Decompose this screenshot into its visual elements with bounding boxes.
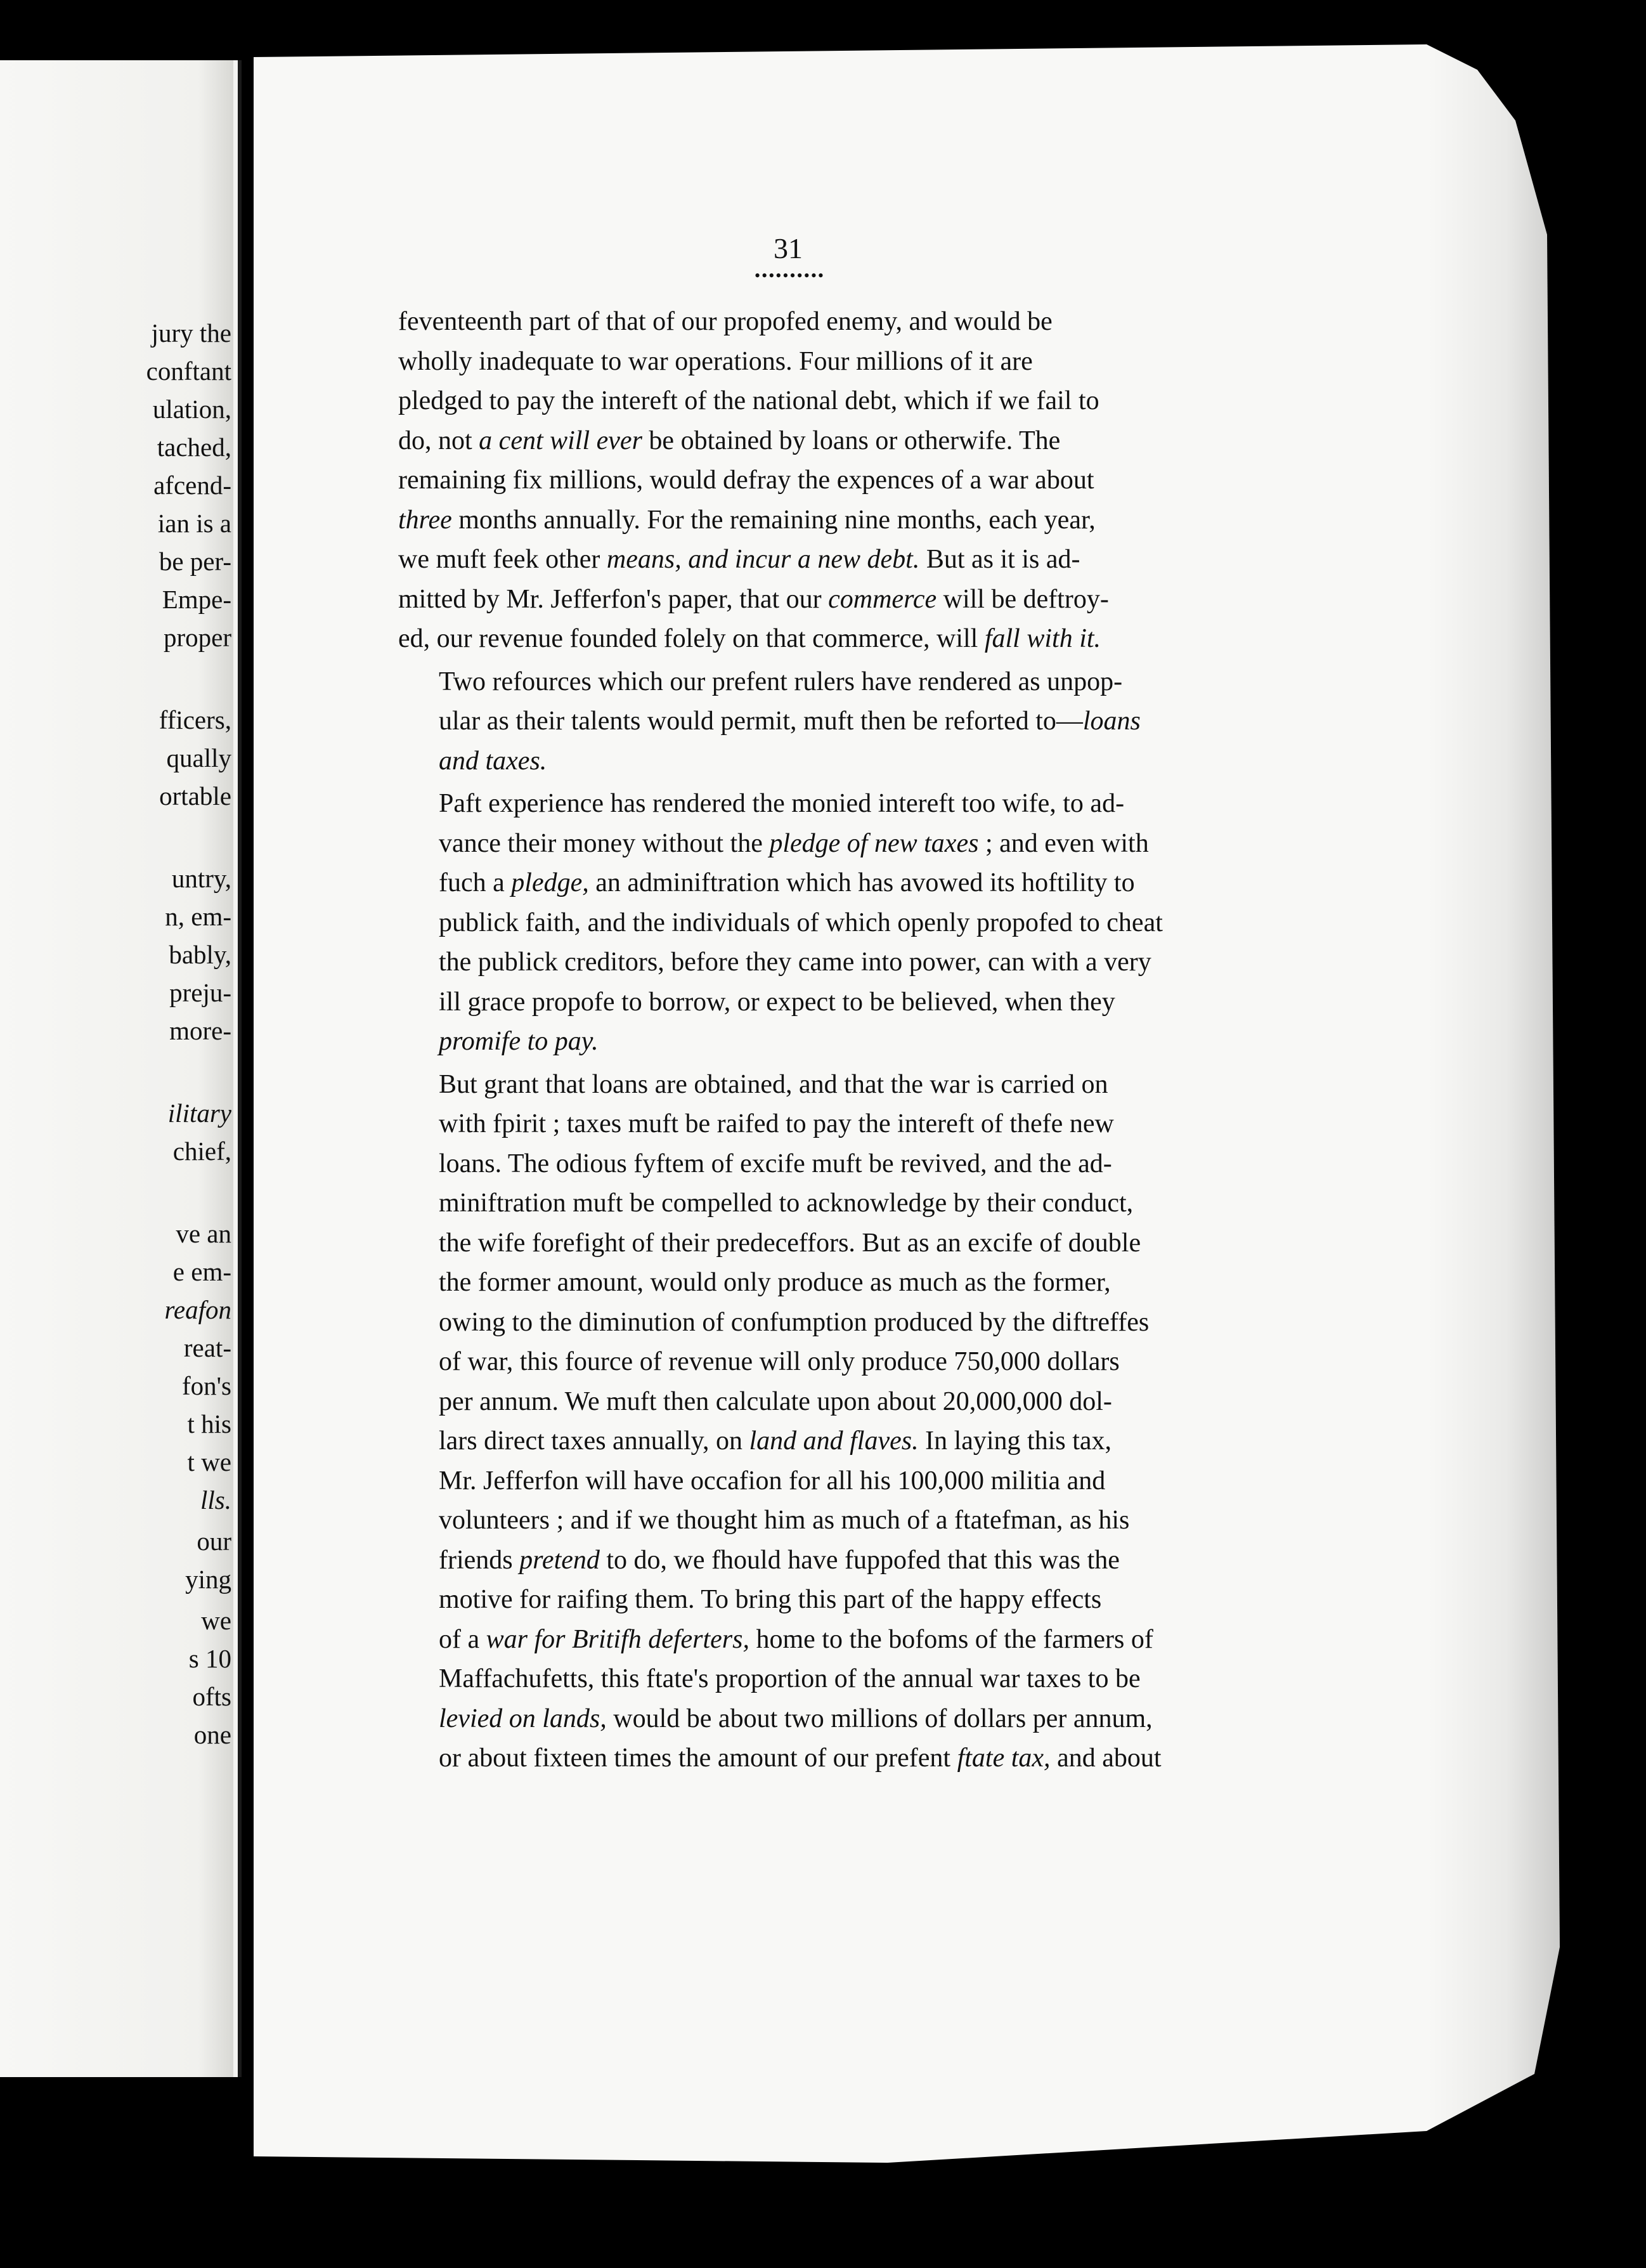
text-run: mitted by Mr. Jefferfon's paper, that our bbox=[398, 584, 829, 614]
italic-text: promife to pay. bbox=[439, 1027, 599, 1056]
left-page-line: more- bbox=[169, 1016, 231, 1045]
text-run: remaining fix millions, would defray the expences of a war about bbox=[398, 466, 1094, 495]
text-line bbox=[398, 1699, 1248, 1739]
italic-text: levied on lands, bbox=[439, 1704, 607, 1733]
text-run: Two refources which our prefent rulers have rendered as unpop- bbox=[439, 667, 1123, 696]
page-number: 31 bbox=[774, 232, 803, 264]
text-run: ed, our revenue founded folely on that commerce, will bbox=[398, 624, 985, 653]
text-run: Paft experience has rendered the monied intereft too wife, to ad- bbox=[439, 789, 1125, 818]
text-line bbox=[398, 741, 1248, 781]
text-run: with fpirit ; taxes muft be raifed to pay the intereft of thefe new bbox=[439, 1109, 1114, 1138]
left-page-line: preju- bbox=[169, 978, 231, 1007]
italic-text: pledge of new taxes bbox=[769, 828, 979, 858]
text-line bbox=[398, 1461, 1248, 1501]
text-line bbox=[398, 1620, 1248, 1660]
paragraph bbox=[398, 662, 1248, 781]
left-page-line: t we bbox=[187, 1447, 231, 1476]
italic-text: means, and incur a new debt. bbox=[606, 545, 920, 574]
text-run: months annually. For the remaining nine months, each year, bbox=[451, 505, 1096, 535]
left-page-line: one bbox=[193, 1720, 231, 1749]
ornament-dots: •••••••••• bbox=[755, 266, 826, 285]
text-run: motive for raifing them. To bring this part of the happy effects bbox=[439, 1585, 1102, 1614]
text-line bbox=[398, 903, 1248, 943]
text-run: publick faith, and the individuals of which openly propofed to cheat bbox=[439, 908, 1163, 937]
text-line bbox=[398, 1342, 1248, 1382]
text-run: and about bbox=[1050, 1743, 1162, 1773]
text-line bbox=[398, 619, 1248, 659]
text-line bbox=[398, 1144, 1248, 1184]
paragraph bbox=[398, 302, 1248, 659]
text-line bbox=[398, 1183, 1248, 1223]
text-line bbox=[398, 580, 1248, 620]
left-page-line: jury the bbox=[151, 318, 231, 348]
text-run: home to the bofoms of the farmers of bbox=[749, 1624, 1153, 1654]
text-line bbox=[398, 302, 1248, 342]
text-line bbox=[398, 1104, 1248, 1144]
italic-text: fall with it. bbox=[984, 624, 1101, 653]
left-page-line: t his bbox=[187, 1409, 231, 1438]
left-page-line: tached, bbox=[157, 433, 231, 462]
text-run: will be deftroy- bbox=[936, 584, 1109, 614]
text-run: vance their money without the bbox=[439, 828, 770, 858]
text-line bbox=[398, 500, 1248, 540]
left-page-line: ve an bbox=[176, 1219, 231, 1248]
text-line bbox=[398, 863, 1248, 903]
italic-text: land and flaves. bbox=[749, 1426, 919, 1456]
italic-text: three bbox=[398, 505, 452, 535]
text-line bbox=[398, 982, 1248, 1022]
left-page bbox=[0, 60, 242, 2077]
italic-text: and taxes. bbox=[439, 746, 547, 776]
text-line bbox=[398, 421, 1248, 461]
text-run: miniftration muft be compelled to acknowledge by their conduct, bbox=[439, 1189, 1134, 1218]
text-run: loans. The odious fyftem of excife muft be revived, and the ad- bbox=[439, 1149, 1112, 1178]
text-run: fuch a bbox=[439, 868, 512, 897]
left-page-line: we bbox=[201, 1606, 231, 1635]
left-page-line: fficers, bbox=[159, 705, 231, 734]
text-line bbox=[398, 1022, 1248, 1062]
text-run: But as it is ad- bbox=[919, 545, 1080, 574]
left-page-line: ian is a bbox=[157, 509, 231, 538]
text-run: the wife forefight of their predeceffors. But as an excife of double bbox=[439, 1228, 1141, 1258]
left-page-line: ulation, bbox=[152, 394, 231, 424]
text-line bbox=[398, 1263, 1248, 1303]
text-run: volunteers ; and if we thought him as much of a ftatefman, as his bbox=[439, 1506, 1130, 1535]
left-page-line: Empe- bbox=[162, 585, 231, 614]
text-line bbox=[398, 701, 1248, 741]
text-run: But grant that loans are obtained, and that the war is carried on bbox=[439, 1069, 1108, 1099]
text-line bbox=[398, 1065, 1248, 1105]
italic-text: pledge, bbox=[511, 868, 589, 897]
text-line bbox=[398, 1421, 1248, 1461]
text-line bbox=[398, 460, 1248, 500]
left-page-line: ofts bbox=[192, 1682, 231, 1711]
text-run: per annum. We muft then calculate upon about 20,000,000 dol- bbox=[439, 1386, 1112, 1416]
text-line bbox=[398, 784, 1248, 824]
left-page-line: ying bbox=[185, 1565, 231, 1594]
text-run: an adminiftration which has avowed its hoftility to bbox=[588, 868, 1135, 897]
text-run: we muft feek other bbox=[398, 545, 607, 574]
text-run: the former amount, would only produce as much as the former, bbox=[439, 1268, 1111, 1297]
left-page-line: n, em- bbox=[165, 902, 231, 931]
text-run: the publick creditors, before they came into power, can with a very bbox=[439, 948, 1151, 977]
text-run: do, not bbox=[398, 426, 479, 455]
left-page-line: untry, bbox=[171, 864, 231, 893]
left-page-line: reat- bbox=[183, 1333, 231, 1362]
paragraph bbox=[398, 1065, 1248, 1778]
text-run: wholly inadequate to war operations. Four millions of it are bbox=[398, 346, 1033, 376]
left-page-line: be per- bbox=[159, 547, 231, 576]
text-line bbox=[398, 942, 1248, 982]
text-run: lars direct taxes annually, on bbox=[439, 1426, 749, 1456]
left-page-line: s 10 bbox=[188, 1644, 231, 1673]
italic-text: loans bbox=[1082, 707, 1141, 736]
left-page-line: conftant bbox=[146, 356, 231, 386]
text-line bbox=[398, 1382, 1248, 1422]
italic-text: ftate tax, bbox=[957, 1743, 1051, 1773]
text-line bbox=[398, 1303, 1248, 1343]
text-run: In laying this tax, bbox=[918, 1426, 1112, 1456]
text-line bbox=[398, 1659, 1248, 1699]
text-run: of a bbox=[439, 1624, 486, 1654]
text-run: to do, we fhould have fuppofed that this was the bbox=[599, 1545, 1120, 1575]
left-page-line: chief, bbox=[172, 1137, 231, 1166]
left-page-line: ortable bbox=[159, 781, 231, 811]
text-run: would be about two millions of dollars per annum, bbox=[606, 1704, 1153, 1733]
text-line bbox=[398, 381, 1248, 421]
text-run: ill grace propofe to borrow, or expect to be believed, when they bbox=[439, 987, 1115, 1017]
italic-text: a cent will ever bbox=[479, 426, 642, 455]
text-line bbox=[398, 1501, 1248, 1541]
left-page-line: fon's bbox=[182, 1371, 231, 1400]
text-run: ular as their talents would permit, muft then be reforted to— bbox=[439, 707, 1083, 736]
text-run: or about fixteen times the amount of our prefent bbox=[439, 1743, 957, 1773]
text-line bbox=[398, 1738, 1248, 1778]
text-line bbox=[398, 1541, 1248, 1580]
left-page-line: qually bbox=[166, 743, 231, 772]
text-line bbox=[398, 540, 1248, 580]
page-body-text bbox=[398, 302, 1248, 1778]
italic-text: pretend bbox=[519, 1545, 600, 1575]
text-line bbox=[398, 342, 1248, 382]
italic-text: war for Britifh deferters, bbox=[486, 1624, 749, 1654]
text-run: Mr. Jefferfon will have occafion for all his 100,000 militia and bbox=[439, 1466, 1106, 1496]
left-page-line: ilitary bbox=[167, 1098, 231, 1128]
text-run: Maffachufetts, this ftate's proportion of the annual war taxes to be bbox=[439, 1664, 1141, 1693]
paragraph bbox=[398, 784, 1248, 1062]
text-line bbox=[398, 1223, 1248, 1263]
text-run: feventeenth part of that of our propofed enemy, and would be bbox=[398, 307, 1053, 336]
text-run: of war, this fource of revenue will only produce 750,000 dollars bbox=[439, 1347, 1120, 1376]
left-page-line: proper bbox=[163, 623, 231, 652]
text-line bbox=[398, 824, 1248, 864]
text-run: friends bbox=[439, 1545, 520, 1575]
text-run: be obtained by loans or otherwife. The bbox=[642, 426, 1061, 455]
left-page-line: afcend- bbox=[153, 471, 231, 500]
text-line bbox=[398, 1580, 1248, 1620]
text-run: owing to the diminution of confumption produced by the diftreffes bbox=[439, 1307, 1150, 1337]
left-page-line: lls. bbox=[200, 1485, 231, 1515]
page-curl-shadow bbox=[1427, 44, 1560, 2163]
left-page-line: bably, bbox=[169, 940, 231, 969]
left-page-line: our bbox=[197, 1527, 231, 1556]
italic-text: commerce bbox=[828, 584, 937, 614]
text-run: ; and even with bbox=[978, 828, 1149, 858]
left-page-line: reafon bbox=[164, 1295, 231, 1324]
left-page-line: e em- bbox=[172, 1257, 231, 1286]
text-run: pledged to pay the intereft of the national debt, which if we fail to bbox=[398, 386, 1099, 415]
text-line bbox=[398, 662, 1248, 702]
